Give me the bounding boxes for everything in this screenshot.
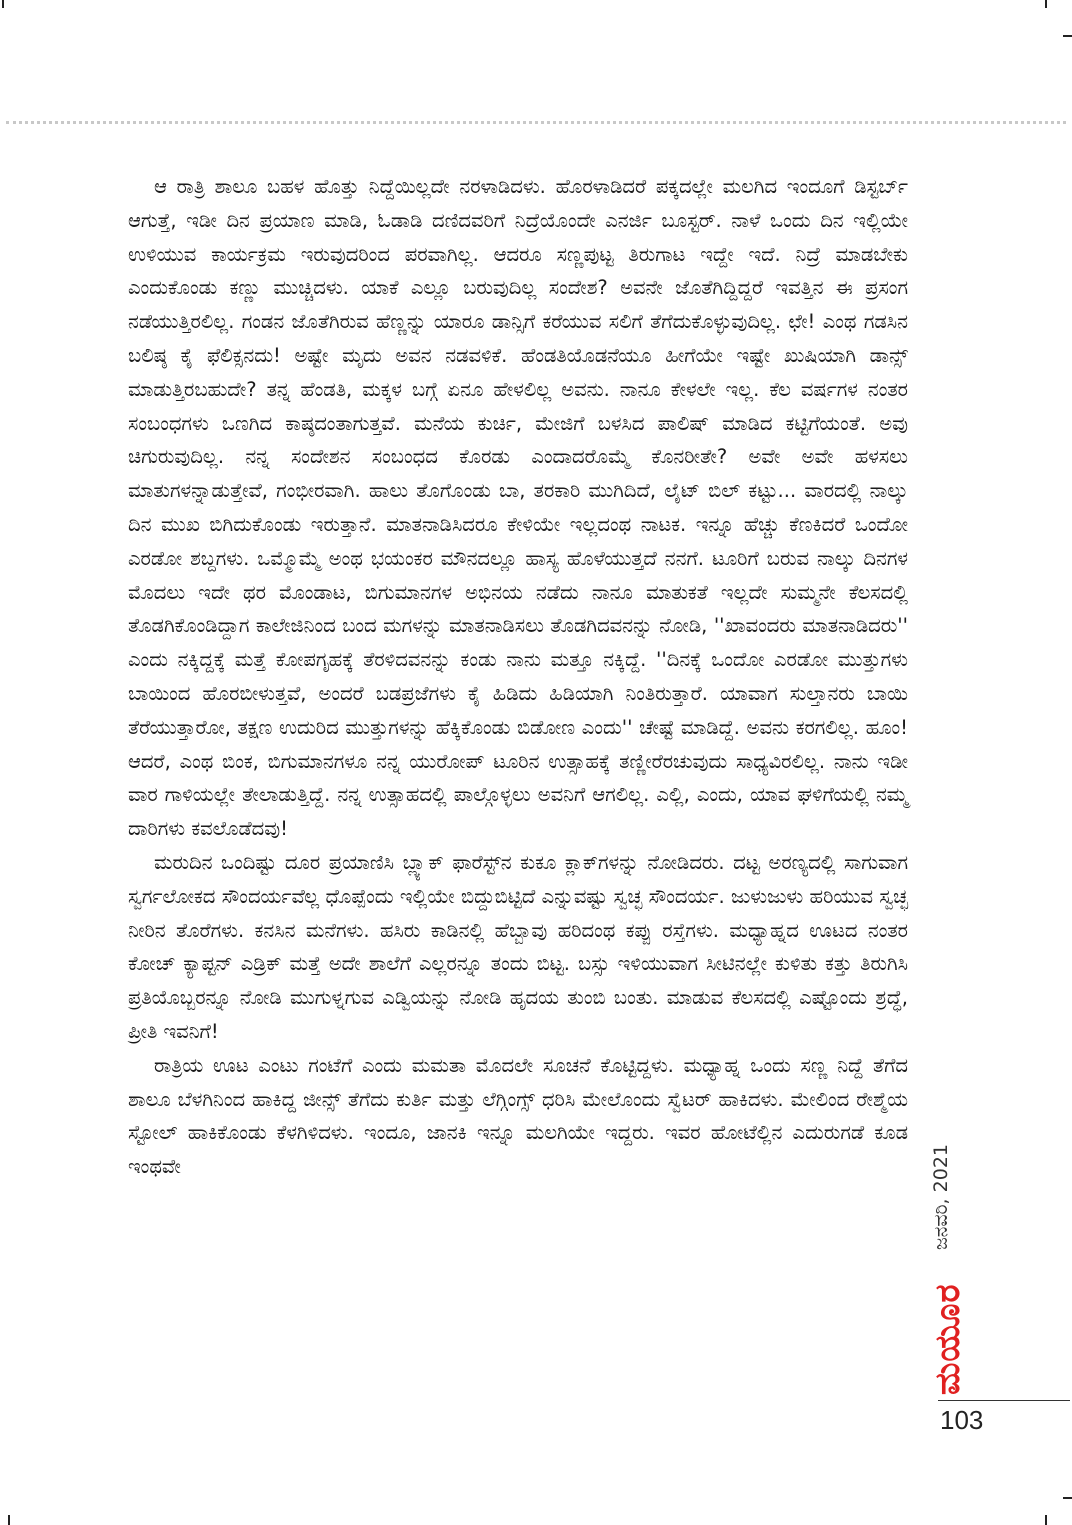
header-dotted-rule — [6, 121, 1066, 124]
crop-mark-top-left — [2, 0, 4, 8]
magazine-logo: ಮಯೂರ — [928, 1283, 968, 1395]
page-number: 103 — [940, 1405, 984, 1435]
issue-date: ಜನವರಿ, 2021 — [930, 1144, 952, 1250]
crop-mark-top-right — [1045, 0, 1047, 8]
article-body — [128, 170, 908, 1184]
crop-mark-right-lower — [1063, 1497, 1072, 1499]
crop-mark-right-upper — [1063, 35, 1072, 37]
paragraph-3: ರಾತ್ರಿಯ ಊಟ ಎಂಟು ಗಂಟೆಗೆ ಎಂದು ಮಮತಾ ಮೊದಲೇ ಸೂಚನೆ ಕೊಟ್ಟಿದ್ದಳು. ಮಧ್ಯಾಹ್ನ ಒಂದು ಸಣ್ಣ ನಿದ್ದೆ ತೆಗೆದ ಶಾಲೂ ಬೆಳಗಿನಿಂದ ಹಾಕಿದ್ದ ಜೀನ್ಸ್ ತೆಗೆದು ಕುರ್ತಿ ಮತ್ತು ಲೆಗ್ಗಿಂಗ್ಸ್ ಧರಿಸಿ ಮೇಲೊಂದು ಸ್ವೆಟರ್ ಹಾಕಿದಳು. ಮೇಲಿಂದ ರೇಶ್ಮೆಯ ಸ್ಟೋಲ್ ಹಾಕಿಕೊಂಡು ಕೆಳಗಿಳಿದಳು. ಇಂದೂ, ಜಾನಕಿ ಇನ್ನೂ ಮಲಗಿಯೇ ಇದ್ದರು. ಇವರ ಹೋಟೆಲ್ಲಿನ ಎದುರುಗಡೆ ಕೂಡ ಇಂಥವೇ — [128, 1053, 908, 1179]
crop-mark-bottom-right — [1045, 1515, 1047, 1525]
page-number-rule — [938, 1400, 1070, 1401]
paragraph-1: ಆ ರಾತ್ರಿ ಶಾಲೂ ಬಹಳ ಹೊತ್ತು ನಿದ್ದೆಯಿಲ್ಲದೇ ನರಳಾಡಿದಳು. ಹೊರಳಾಡಿದರೆ ಪಕ್ಕದಲ್ಲೇ ಮಲಗಿದ ಇಂದೂಗೆ ಡಿಸ್ಟರ್ಬ್ ಆಗುತ್ತೆ, ಇಡೀ ದಿನ ಪ್ರಯಾಣ ಮಾಡಿ, ಓಡಾಡಿ ದಣಿದವರಿಗೆ ನಿದ್ರೆಯೊಂದೇ ಎನರ್ಜಿ ಬೂಸ್ಟರ್. ನಾಳೆ ಒಂದು ದಿನ ಇಲ್ಲಿಯೇ ಉಳಿಯುವ ಕಾರ್ಯಕ್ರಮ ಇರುವುದರಿಂದ ಪರವಾಗಿಲ್ಲ. ಆದರೂ ಸಣ್ಣಪುಟ್ಟ ತಿರುಗಾಟ ಇದ್ದೇ ಇದೆ. ನಿದ್ರೆ ಮಾಡಬೇಕು ಎಂದುಕೊಂಡು ಕಣ್ಣು ಮುಚ್ಚಿದಳು. ಯಾಕೆ ಎಲ್ಲೂ ಬರುವುದಿಲ್ಲ ಸಂದೇಶ? ಅವನೇ ಜೊತೆಗಿದ್ದಿದ್ದರೆ ಇವತ್ತಿನ ಈ ಪ್ರಸಂಗ ನಡೆಯುತ್ತಿರಲಿಲ್ಲ. ಗಂಡನ ಜೊತೆಗಿರುವ ಹೆಣ್ಣನ್ನು ಯಾರೂ ಡಾನ್ಸಿಗೆ ಕರೆಯುವ ಸಲಿಗೆ ತೆಗೆದುಕೊಳ್ಳುವುದಿಲ್ಲ. ಛೇ! ಎಂಥ ಗಡಸಿನ ಬಲಿಷ್ಠ ಕೈ ಫೆಲಿಕ್ಸನದು! ಅಷ್ಟೇ ಮೃದು ಅವನ ನಡವಳಿಕೆ. ಹೆಂಡತಿಯೊಡನೆಯೂ ಹೀಗೆಯೇ ಇಷ್ಟೇ ಖುಷಿಯಾಗಿ ಡಾನ್ಸ್ ಮಾಡುತ್ತಿರಬಹುದೇ? ತನ್ನ ಹೆಂಡತಿ, ಮಕ್ಕಳ ಬಗ್ಗೆ ಏನೂ ಹೇಳಲಿಲ್ಲ ಅವನು. ನಾನೂ ಕೇಳಲೇ ಇಲ್ಲ. ಕೆಲ ವರ್ಷಗಳ ನಂತರ ಸಂಬಂಧಗಳು ಒಣಗಿದ ಕಾಷ್ಠದಂತಾಗುತ್ತವೆ. ಮನೆಯ ಕುರ್ಚಿ, ಮೇಜಿಗೆ ಬಳಸಿದ ಪಾಲಿಷ್ ಮಾಡಿದ ಕಟ್ಟಿಗೆಯಂತೆ. ಅವು ಚಿಗುರುವುದಿಲ್ಲ. ನನ್ನ ಸಂದೇಶನ ಸಂಬಂಧದ ಕೊರಡು ಎಂದಾದರೊಮ್ಮೆ ಕೊನರೀತೇ? ಅವೇ ಅವೇ ಹಳಸಲು ಮಾತುಗಳನ್ನಾಡುತ್ತೇವೆ, ಗಂಭೀರವಾಗಿ. ಹಾಲು ತೊಗೊಂಡು ಬಾ, ತರಕಾರಿ ಮುಗಿದಿದೆ, ಲೈಟ್ ಬಿಲ್ ಕಟ್ಟು... ವಾರದಲ್ಲಿ ನಾಲ್ಕು ದಿನ ಮುಖ ಬಿಗಿದುಕೊಂಡು ಇರುತ್ತಾನೆ. ಮಾತನಾಡಿಸಿದರೂ ಕೇಳಿಯೇ ಇಲ್ಲದಂಥ ನಾಟಕ. ಇನ್ನೂ ಹೆಚ್ಚು ಕೆಣಕಿದರೆ ಒಂದೋ ಎರಡೋ ಶಬ್ದಗಳು. ಒಮ್ಮೊಮ್ಮೆ ಅಂಥ ಭಯಂಕರ ಮೌನದಲ್ಲೂ ಹಾಸ್ಯ ಹೊಳೆಯುತ್ತದೆ ನನಗೆ. ಟೂರಿಗೆ ಬರುವ ನಾಲ್ಕು ದಿನಗಳ ಮೊದಲು ಇದೇ ಥರ ಮೊಂಡಾಟ, ಬಿಗುಮಾನಗಳ ಅಭಿನಯ ನಡೆದು ನಾನೂ ಮಾತುಕತೆ ಇಲ್ಲದೇ ಸುಮ್ಮನೇ ಕೆಲಸದಲ್ಲಿ ತೊಡಗಿಕೊಂಡಿದ್ದಾಗ ಕಾಲೇಜಿನಿಂದ ಬಂದ ಮಗಳನ್ನು ಮಾತನಾಡಿಸಲು ತೊಡಗಿದವನನ್ನು ನೋಡಿ, ''ಖಾವಂದರು ಮಾತನಾಡಿದರು'' ಎಂದು ನಕ್ಕಿದ್ದಕ್ಕೆ ಮತ್ತೆ ಕೋಪಗೃಹಕ್ಕೆ ತೆರಳಿದವನನ್ನು ಕಂಡು ನಾನು ಮತ್ತೂ ನಕ್ಕಿದ್ದೆ. ''ದಿನಕ್ಕೆ ಒಂದೋ ಎರಡೋ ಮುತ್ತುಗಳು ಬಾಯಿಂದ ಹೊರಬೀಳುತ್ತವೆ, ಅಂದರೆ ಬಡಪ್ರಜೆಗಳು ಕೈ ಹಿಡಿದು ಹಿಡಿಯಾಗಿ ನಿಂತಿರುತ್ತಾರೆ. ಯಾವಾಗ ಸುಲ್ತಾನರು ಬಾಯಿ ತೆರೆಯುತ್ತಾರೋ, ತಕ್ಷಣ ಉದುರಿದ ಮುತ್ತುಗಳನ್ನು ಹೆಕ್ಕಿಕೊಂಡು ಬಿಡೋಣ ಎಂದು'' ಚೇಷ್ಟೆ ಮಾಡಿದ್ದೆ. ಅವನು ಕರಗಲಿಲ್ಲ. ಹೂಂ! ಆದರೆ, ಎಂಥ ಬಿಂಕ, ಬಿಗುಮಾನಗಳೂ ನನ್ನ ಯುರೋಪ್ ಟೂರಿನ ಉತ್ಸಾಹಕ್ಕೆ ತಣ್ಣೀರೆರಚುವುದು ಸಾಧ್ಯವಿರಲಿಲ್ಲ. ನಾನು ಇಡೀ ವಾರ ಗಾಳಿಯಲ್ಲೇ ತೇಲಾಡುತ್ತಿದ್ದೆ. ನನ್ನ ಉತ್ಸಾಹದಲ್ಲಿ ಪಾಲ್ಗೊಳ್ಳಲು ಅವನಿಗೆ ಆಗಲಿಲ್ಲ. ಎಲ್ಲಿ, ಎಂದು, ಯಾವ ಘಳಿಗೆಯಲ್ಲಿ ನಮ್ಮ ದಾರಿಗಳು ಕವಲೊಡೆದವು! — [128, 175, 908, 841]
crop-mark-bottom-left — [8, 1515, 10, 1525]
paragraph-2: ಮರುದಿನ ಒಂದಿಷ್ಟು ದೂರ ಪ್ರಯಾಣಿಸಿ ಬ್ಲ್ಯಾಕ್ ಫಾರೆಸ್ಟ್‌ನ ಕುಕೂ ಕ್ಲಾಕ್‌ಗಳನ್ನು ನೋಡಿದರು. ದಟ್ಟ ಅರಣ್ಯದಲ್ಲಿ ಸಾಗುವಾಗ ಸ್ವರ್ಗಲೋಕದ ಸೌಂದರ್ಯವೆಲ್ಲ ಧೊಪ್ಪೆಂದು ಇಲ್ಲಿಯೇ ಬಿದ್ದುಬಿಟ್ಟಿದೆ ಎನ್ನುವಷ್ಟು ಸ್ವಚ್ಛ ಸೌಂದರ್ಯ. ಜುಳುಜುಳು ಹರಿಯುವ ಸ್ವಚ್ಛ ನೀರಿನ ತೊರೆಗಳು. ಕನಸಿನ ಮನೆಗಳು. ಹಸಿರು ಕಾಡಿನಲ್ಲಿ ಹೆಬ್ಬಾವು ಹರಿದಂಥ ಕಪ್ಪು ರಸ್ತೆಗಳು. ಮಧ್ಯಾಹ್ನದ ಊಟದ ನಂತರ ಕೋಚ್ ಕ್ಯಾಪ್ಟನ್ ಎಡ್ರಿಕ್ ಮತ್ತೆ ಅದೇ ಶಾಲೆಗೆ ಎಲ್ಲರನ್ನೂ ತಂದು ಬಿಟ್ಟ. ಬಸ್ಸು ಇಳಿಯುವಾಗ ಸೀಟಿನಲ್ಲೇ ಕುಳಿತು ಕತ್ತು ತಿರುಗಿಸಿ ಪ್ರತಿಯೊಬ್ಬರನ್ನೂ ನೋಡಿ ಮುಗುಳ್ನಗುವ ಎಡ್ವಿಯನ್ನು ನೋಡಿ ಹೃದಯ ತುಂಬಿ ಬಂತು. ಮಾಡುವ ಕೆಲಸದಲ್ಲಿ ಎಷ್ಟೊಂದು ಶ್ರದ್ಧೆ, ಪ್ರೀತಿ ಇವನಿಗೆ! — [128, 850, 908, 1043]
